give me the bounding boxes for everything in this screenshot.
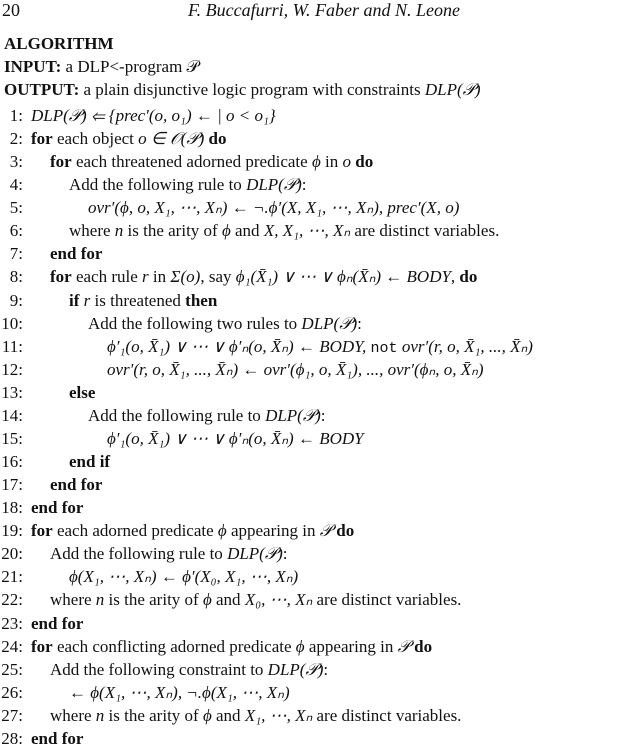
text: , say — [200, 267, 236, 287]
line-content — [88, 406, 326, 426]
keyword: for — [31, 129, 53, 149]
line-content — [69, 452, 110, 472]
math-expression: 𝒫 — [319, 521, 337, 541]
line-content — [69, 683, 290, 703]
line-number: 25: — [1, 659, 23, 679]
text: each conflicting adorned predicate — [52, 636, 296, 656]
math-expression: r — [83, 290, 91, 310]
math-expression: ϕ(X₁, ⋯, Xₙ) ← ϕ′(X₀, X₁, ⋯, Xₙ) — [69, 567, 299, 587]
line-content — [50, 590, 461, 610]
algorithm-title: ALGORITHM — [4, 34, 114, 53]
line-content — [69, 221, 499, 241]
line-number: 17: — [1, 475, 23, 495]
line-number: 16: — [1, 452, 23, 472]
text: are distinct variables. — [350, 221, 500, 241]
line-number: 28: — [1, 728, 23, 748]
math-expression: ϕ′₁(o, X̄₁) ∨ ⋯ ∨ ϕ′ₙ(o, X̄ₙ) ← BODY, — [107, 336, 371, 356]
line-number: 21: — [1, 567, 23, 587]
line-content — [31, 498, 83, 518]
text: Add the following rule to — [88, 405, 266, 425]
keyword: if — [69, 290, 80, 310]
text: , — [450, 267, 460, 287]
math-expression: o — [342, 152, 356, 172]
math-expression: ← ϕ(X₁, ⋯, Xₙ), ¬.ϕ(X₁, ⋯, Xₙ) — [69, 682, 290, 702]
text: are distinct variables. — [312, 705, 462, 725]
line-content — [31, 521, 354, 541]
keyword: then — [185, 290, 218, 310]
line-content — [107, 429, 364, 449]
text: and — [230, 221, 264, 241]
math-expression: r — [142, 267, 149, 287]
text: Add the following constraint to — [50, 659, 268, 679]
output-text: a plain disjunctive logic program with constraints — [83, 80, 425, 99]
line-content — [31, 129, 226, 149]
line-content — [31, 637, 432, 657]
line-number: 23: — [1, 613, 23, 633]
text: where — [50, 590, 96, 610]
line-number: 4: — [9, 175, 23, 195]
keyword: do — [208, 129, 227, 149]
text: in — [148, 267, 171, 287]
line-content — [50, 544, 288, 564]
math-expression: ϕ — [295, 636, 305, 656]
line-content — [50, 267, 477, 287]
math-expression: X, X₁, ⋯, Xₙ — [263, 221, 351, 241]
text: is the arity of — [104, 590, 203, 610]
text: each threatened adorned predicate — [71, 152, 312, 172]
line-content — [31, 614, 83, 634]
line-number: 27: — [1, 705, 23, 725]
text: : — [301, 175, 307, 195]
line-number: 11: — [1, 336, 23, 356]
keyword: else — [69, 382, 96, 402]
keyword: do — [459, 267, 478, 287]
math-expression: ϕ — [217, 521, 227, 541]
text: each rule — [71, 267, 143, 287]
math-expression: ϕ — [221, 221, 231, 241]
keyword: do — [336, 521, 355, 541]
line-number: 1: — [9, 106, 23, 125]
math-expression: n — [95, 705, 105, 725]
math-expression: 𝒫 — [397, 636, 415, 656]
text: Add the following rule to — [69, 175, 247, 195]
line-content — [88, 314, 362, 334]
algorithm-output — [4, 80, 481, 100]
line-content — [88, 198, 459, 218]
line-number: 12: — [1, 359, 23, 379]
line-content — [50, 475, 102, 495]
math-expression: Σ(o) — [170, 267, 201, 287]
math-expression: ϕ′₁(o, X̄₁) ∨ ⋯ ∨ ϕ′ₙ(o, X̄ₙ) ← BODY — [107, 428, 364, 448]
line-content — [69, 175, 307, 195]
output-math: DLP(𝒫) — [424, 80, 481, 99]
math-expression: ϕ — [311, 152, 321, 172]
keyword: end for — [31, 498, 84, 518]
keyword: for — [31, 521, 53, 541]
algorithm-input — [4, 57, 199, 77]
math-expression: DLP(𝒫) — [267, 659, 324, 679]
keyword: end if — [69, 452, 111, 472]
text: are distinct variables. — [312, 590, 462, 610]
text: and — [211, 590, 245, 610]
math-expression: ovr′(r, o, X̄₁, ..., X̄ₙ) — [397, 336, 533, 356]
keyword: do — [414, 636, 433, 656]
line-content — [107, 360, 484, 380]
line-number: 6: — [9, 221, 23, 241]
text: is the arity of — [104, 705, 203, 725]
keyword: do — [355, 152, 374, 172]
keyword: end for — [50, 475, 103, 495]
line-number: 9: — [9, 290, 23, 310]
math-expression: X₁, ⋯, Xₙ — [244, 705, 313, 725]
text: each adorned predicate — [52, 521, 218, 541]
text: : — [282, 544, 288, 564]
line-content — [50, 660, 328, 680]
line-number: 14: — [1, 405, 23, 425]
line-content — [31, 729, 83, 749]
line-number: 2: — [9, 129, 23, 149]
text: : — [357, 313, 362, 333]
keyword: for — [31, 636, 53, 656]
line-number: 10: — [1, 313, 23, 333]
text: is threatened — [90, 290, 186, 310]
running-authors: F. Buccafurri, W. Faber and N. Leone — [188, 0, 460, 20]
text: and — [211, 705, 245, 725]
keyword: for — [50, 152, 72, 172]
line-number: 8: — [9, 267, 23, 287]
line-content — [69, 567, 298, 587]
text: each object — [52, 129, 139, 149]
math-expression: ϕ — [202, 590, 212, 610]
page-number: 20 — [2, 0, 20, 20]
keyword: end for — [31, 613, 84, 633]
output-label: OUTPUT: — [4, 80, 80, 99]
math-expression: n — [114, 221, 124, 241]
line-number: 13: — [1, 382, 23, 402]
line-content — [31, 106, 276, 126]
keyword: for — [50, 267, 72, 287]
math-expression: X₀, ⋯, Xₙ — [244, 590, 313, 610]
line-number: 24: — [1, 636, 23, 656]
line-content — [50, 244, 102, 264]
line-number: 20: — [1, 544, 23, 564]
math-expression: n — [95, 590, 105, 610]
math-expression: ϕ₁(X̄₁) ∨ ⋯ ∨ ϕₙ(X̄ₙ) ← BODY — [235, 267, 451, 287]
line-content — [50, 706, 461, 726]
math-expression: ϕ — [202, 705, 212, 725]
text: appearing in — [226, 521, 320, 541]
line-number: 3: — [9, 152, 23, 172]
text: where — [69, 221, 115, 241]
text: where — [50, 705, 96, 725]
keyword: end for — [31, 728, 84, 748]
line-number: 7: — [9, 244, 23, 264]
line-content — [50, 152, 373, 172]
line-content — [69, 383, 95, 403]
line-content — [107, 337, 533, 357]
keyword: end for — [50, 244, 103, 264]
input-text: a DLP<-program 𝒫 — [65, 57, 199, 76]
text: : — [323, 659, 329, 679]
text: appearing in — [304, 636, 398, 656]
input-label: INPUT: — [4, 57, 62, 76]
text: Add the following two rules to — [88, 313, 302, 333]
math-expression: DLP(𝒫) — [246, 175, 302, 195]
text: is the arity of — [123, 221, 222, 241]
math-expression: o ∈ 𝒪(𝒫) — [138, 129, 209, 149]
math-expression: not — [370, 339, 398, 357]
line-number: 22: — [1, 590, 23, 610]
line-number: 5: — [9, 198, 23, 218]
math-expression: DLP(𝒫) ⇐ {prec′(o, o₁) ← | o < o₁} — [31, 106, 276, 125]
line-number: 18: — [1, 498, 23, 518]
line-content — [69, 291, 217, 311]
line-number: 15: — [1, 428, 23, 448]
math-expression: ovr′(ϕ, o, X₁, ⋯, Xₙ) ← ¬.ϕ′(X, X₁, ⋯, Xₙ), prec′(X, o) — [88, 198, 460, 218]
math-expression: DLP(𝒫) — [301, 313, 358, 333]
running-header — [0, 0, 640, 24]
text: : — [320, 405, 326, 425]
math-expression: ovr′(r, o, X̄₁, ..., X̄ₙ) ← ovr′(ϕ₁, o, X̄₁), ..., ovr′(ϕₙ, o, X̄ₙ) — [107, 359, 484, 379]
math-expression: DLP(𝒫) — [227, 544, 283, 564]
text: Add the following rule to — [50, 544, 228, 564]
line-number: 26: — [1, 682, 23, 702]
math-expression: DLP(𝒫) — [265, 405, 321, 425]
text: in — [320, 152, 343, 172]
line-number: 19: — [1, 521, 23, 541]
